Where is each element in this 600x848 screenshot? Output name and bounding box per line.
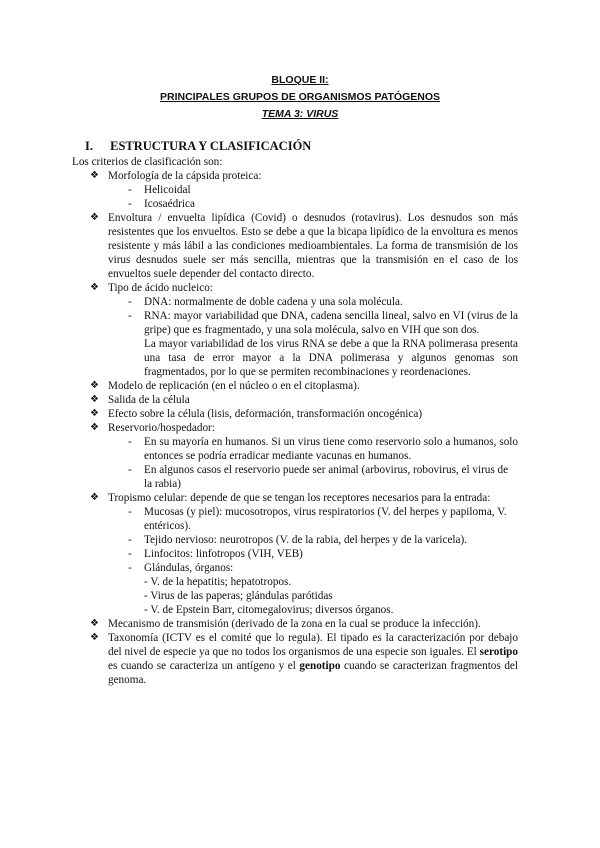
sub-list <box>108 505 518 617</box>
sub-item-text: Helicoidal <box>144 184 191 196</box>
section-heading <box>85 139 311 154</box>
bullet-text <box>108 631 518 687</box>
list-item <box>72 617 518 631</box>
bullet-text: Tropismo celular: depende de que se tengan los receptores necesarios para la entrada: <box>108 492 491 504</box>
sub-sub-item: - V. de la hepatitis; hepatotropos. <box>144 576 292 588</box>
bullet-text: Tipo de ácido nucleico: <box>108 282 213 294</box>
sub-item-text: Mucosas (y piel): mucosotropos, virus respiratorios (V. del herpes y papiloma, V. entéricos). <box>144 506 507 532</box>
diamond-bullet-icon: ❖ <box>90 618 99 629</box>
diamond-bullet-icon: ❖ <box>90 408 99 419</box>
sub-list-item: - En algunos casos el reservorio puede ser animal (arbovirus, robovirus, el virus de la rabia) <box>128 464 509 490</box>
serotipo-term: serotipo <box>479 646 518 658</box>
sub-sub-item: - V. de Epstein Barr, citomegalovirus; diversos órganos. <box>144 604 394 616</box>
diamond-bullet-icon: ❖ <box>90 170 99 181</box>
sub-list-item: - Tejido nervioso: neurotropos (V. de la rabia, del herpes y de la varicela). <box>128 534 468 546</box>
diamond-bullet-icon: ❖ <box>90 212 99 223</box>
sub-list <box>108 435 518 491</box>
section-title: ESTRUCTURA Y CLASIFICACIÓN <box>110 139 312 153</box>
bullet-text: Reservorio/hospedador: <box>108 422 215 434</box>
sub-list <box>108 183 518 211</box>
list-item <box>72 491 518 617</box>
list-item <box>72 421 518 491</box>
bullet-text: Efecto sobre la célula (lisis, deformación, transformación oncogénica) <box>108 408 423 420</box>
diamond-bullet-icon: ❖ <box>90 632 99 643</box>
bullet-text: Modelo de replicación (en el núcleo o en el citoplasma). <box>108 380 360 392</box>
diamond-bullet-icon: ❖ <box>90 282 99 293</box>
sub-item-text: En su mayoría en humanos. Si un virus tiene como reservorio solo a humanos, solo entonces se podría erradicar mediante vacunas en humanos. <box>144 436 518 462</box>
sub-list-item: - Mucosas (y piel): mucosotropos, virus respiratorios (V. del herpes y papiloma, V. entéricos). <box>128 506 507 532</box>
criteria-list <box>72 169 518 687</box>
bullet-text: Morfología de la cápsida proteica: <box>108 170 262 182</box>
diamond-bullet-icon: ❖ <box>90 394 99 405</box>
tema-heading: TEMA 3: VIRUS <box>261 108 339 120</box>
bullet-text: Envoltura / envuelta lipídica (Covid) o desnudos (rotavirus). Los desnudos son más resistentes que los envueltos. Esto se debe a que la bicapa lipídico de la envoltura es menos resistente y más lábil a las condiciones medioambientales. La forma de transmisión de los virus desnudos suele ser más sencilla, mientras que la transmisión en el caso de los envueltos suele depender del contacto directo. <box>108 212 518 280</box>
diamond-bullet-icon: ❖ <box>90 380 99 391</box>
list-item <box>72 169 518 211</box>
sub-list-item: - RNA: mayor variabilidad que DNA, cadena sencilla lineal, salvo en VI (virus de la gripe) que es fragmentado, y una sola molécula, salvo en VIH que son dos. <box>128 310 518 336</box>
diamond-bullet-icon: ❖ <box>90 492 99 503</box>
sub-sub-item: - Virus de las paperas; glándulas parótidas <box>144 590 333 602</box>
bullet-text: Mecanismo de transmisión (derivado de la zona en la cual se produce la infección). <box>108 618 481 630</box>
section-number: I. <box>85 139 93 153</box>
sub-list-item: - Helicoidal <box>128 184 191 196</box>
sub-list-item: - Linfocitos: linfotropos (VIH, VEB) <box>128 548 303 560</box>
sub-list-item: - Icosaédrica <box>128 198 195 210</box>
document-title: PRINCIPALES GRUPOS DE ORGANISMOS PATÓGENOS <box>159 91 441 103</box>
list-item <box>72 281 518 379</box>
sub-list-item: - En su mayoría en humanos. Si un virus tiene como reservorio solo a humanos, solo entonces se podría erradicar mediante vacunas en humanos. <box>128 436 518 462</box>
bullet-text: Salida de la célula <box>108 394 190 406</box>
sub-item-text: DNA: normalmente de doble cadena y una sola molécula. <box>144 296 403 308</box>
sub-list-item: - DNA: normalmente de doble cadena y una sola molécula. <box>128 296 403 308</box>
taxonomy-text: cuando se caracterizan fragmentos del genoma. <box>108 660 519 686</box>
genotipo-term: genotipo <box>299 660 341 672</box>
diamond-bullet-icon: ❖ <box>90 422 99 433</box>
sub-item-text: Linfocitos: linfotropos (VIH, VEB) <box>144 548 303 560</box>
sub-item-text: RNA: mayor variabilidad que DNA, cadena sencilla lineal, salvo en VI (virus de la gripe) que es fragmentado, y una sola molécula, salvo en VIH que son dos. <box>144 310 518 336</box>
sub-item-text: En algunos casos el reservorio puede ser animal (arbovirus, robovirus, el virus de la rabia) <box>144 464 509 490</box>
sub-item-text: Icosaédrica <box>144 198 195 210</box>
sub-list <box>108 295 518 337</box>
list-item <box>72 211 518 281</box>
taxonomy-text: es cuando se caracteriza un antígeno y el <box>108 660 300 672</box>
taxonomy-text: Taxonomía (ICTV es el comité que lo regula). El tipado es la caracterización por debajo del nivel de especie ya que no todos los organismos de una especie son iguales. El <box>108 632 518 658</box>
document-body <box>72 155 518 687</box>
sub-item-text: Glándulas, órganos: <box>144 562 234 574</box>
note-paragraph: La mayor variabilidad de los virus RNA se debe a que la RNA polimerasa presenta una tasa de error mayor a la DNA polimerasa y algunos genomas son fragmentados, por lo que se permiten recombinaciones y reordenaciones. <box>144 338 518 378</box>
list-item <box>72 393 518 407</box>
sub-item-text: Tejido nervioso: neurotropos (V. de la rabia, del herpes y de la varicela). <box>144 534 468 546</box>
sub-list-item: - Glándulas, órganos: - V. de la hepatitis; hepatotropos. - Virus de las paperas; glándulas parótidas - V. de Epstein Barr, citomegalovirus; diversos órganos. <box>108 561 518 617</box>
list-item <box>72 631 518 687</box>
list-item <box>72 379 518 393</box>
intro-text: Los criterios de clasificación son: <box>72 156 223 168</box>
bloque-heading: BLOQUE II: <box>271 74 329 86</box>
list-item <box>72 407 518 421</box>
